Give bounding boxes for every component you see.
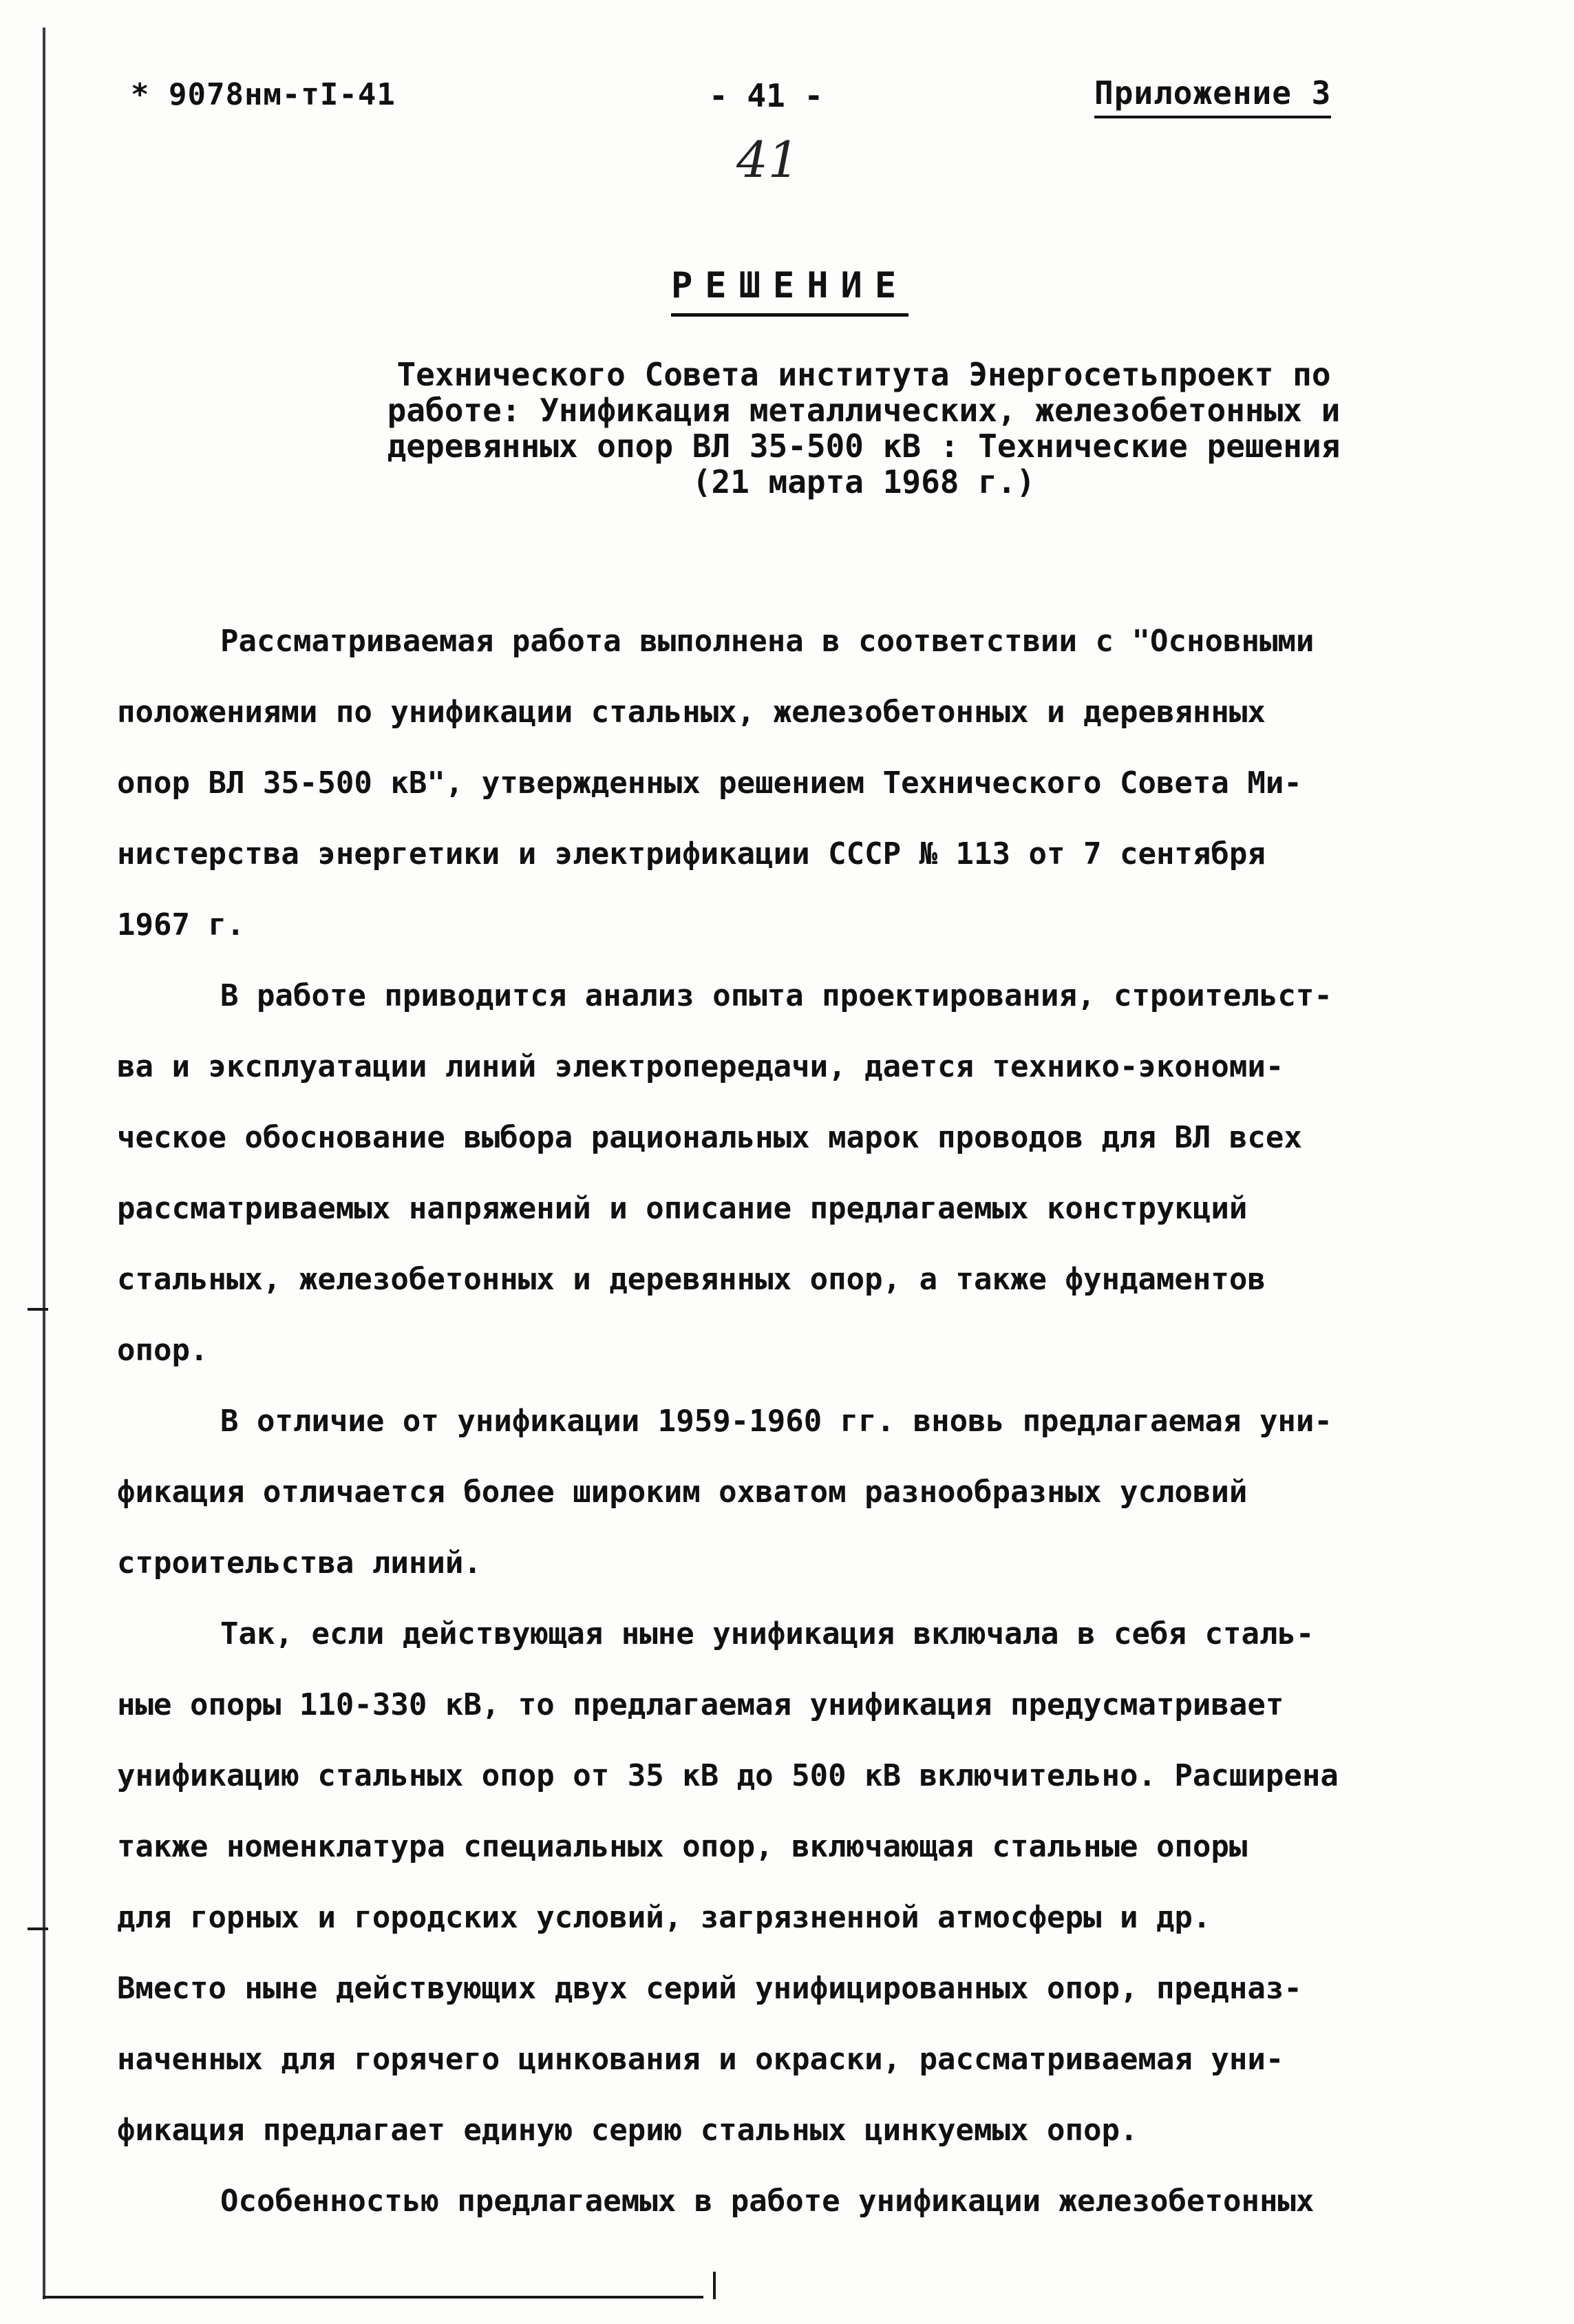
bottom-rule xyxy=(43,2296,703,2299)
body-line: 1967 г. xyxy=(117,907,245,942)
body-text xyxy=(117,606,1500,2237)
body-line: Особенностью предлагаемых в работе унификации железобетонных xyxy=(220,2184,1315,2219)
page-number: - 41 - xyxy=(709,77,824,114)
body-line: фикация отличается более широким охватом разнообразных условий xyxy=(117,1475,1248,1510)
body-line: для горных и городских условий, загрязненной атмосферы и др. xyxy=(117,1900,1211,1935)
bottom-rule-mark xyxy=(713,2272,716,2299)
body-line: Рассматриваемая работа выполнена в соответствии с "Основными xyxy=(220,624,1315,659)
body-line: ческое обоснование выбора рациональных марок проводов для ВЛ всех xyxy=(117,1120,1302,1155)
body-line: также номенклатура специальных опор, включающая стальные опоры xyxy=(117,1829,1248,1864)
margin-tick xyxy=(28,1308,48,1311)
document-subtitle xyxy=(313,357,1414,500)
handwritten-page-number: 41 xyxy=(736,131,800,189)
body-line: Вместо ныне действующих двух серий унифицированных опор, предназ- xyxy=(117,1971,1302,2006)
body-line: ва и эксплуатации линий электропередачи, дается технико-экономи- xyxy=(117,1049,1284,1084)
subtitle-line: (21 марта 1968 г.) xyxy=(692,463,1036,500)
body-line: В отличие от унификации 1959-1960 гг. вновь предлагаемая уни- xyxy=(220,1404,1332,1439)
left-margin-line xyxy=(43,28,45,2299)
body-line: фикация предлагает единую серию стальных цинкуемых опор. xyxy=(117,2113,1138,2148)
subtitle-line: работе: Унификация металлических, железобетонных и xyxy=(387,392,1341,429)
body-line: опор. xyxy=(117,1333,209,1368)
body-line: рассматриваемых напряжений и описание предлагаемых конструкций xyxy=(117,1191,1248,1226)
body-line: положениями по унификации стальных, железобетонных и деревянных xyxy=(117,695,1266,730)
body-line: стальных, железобетонных и деревянных опор, а также фундаментов xyxy=(117,1262,1266,1297)
body-line: унификацию стальных опор от 35 кВ до 500 кВ включительно. Расширена xyxy=(117,1758,1339,1793)
body-line: опор ВЛ 35-500 кВ", утвержденных решением Технического Совета Ми- xyxy=(117,765,1302,801)
appendix-label: Приложение 3 xyxy=(1094,74,1331,118)
body-line: В работе приводится анализ опыта проектирования, строительст- xyxy=(220,978,1332,1013)
document-title: РЕШЕНИЕ xyxy=(671,265,908,317)
body-line: Так, если действующая ныне унификация включала в себя сталь- xyxy=(220,1616,1315,1651)
body-line: строительства линий. xyxy=(117,1545,482,1581)
subtitle-line: деревянных опор ВЛ 35-500 кВ : Технические решения xyxy=(387,427,1341,465)
body-line: ные опоры 110-330 кВ, то предлагаемая унификация предусматривает xyxy=(117,1687,1284,1722)
body-line: наченных для горячего цинкования и окраски, рассматриваемая уни- xyxy=(117,2042,1284,2077)
body-line: нистерства энергетики и электрификации СССР № 113 от 7 сентября xyxy=(117,836,1266,872)
document-number: * 9078нм-тI-41 xyxy=(131,77,396,112)
margin-tick xyxy=(28,1927,48,1930)
subtitle-line: Технического Совета института Энергосетьпроект по xyxy=(396,356,1331,393)
